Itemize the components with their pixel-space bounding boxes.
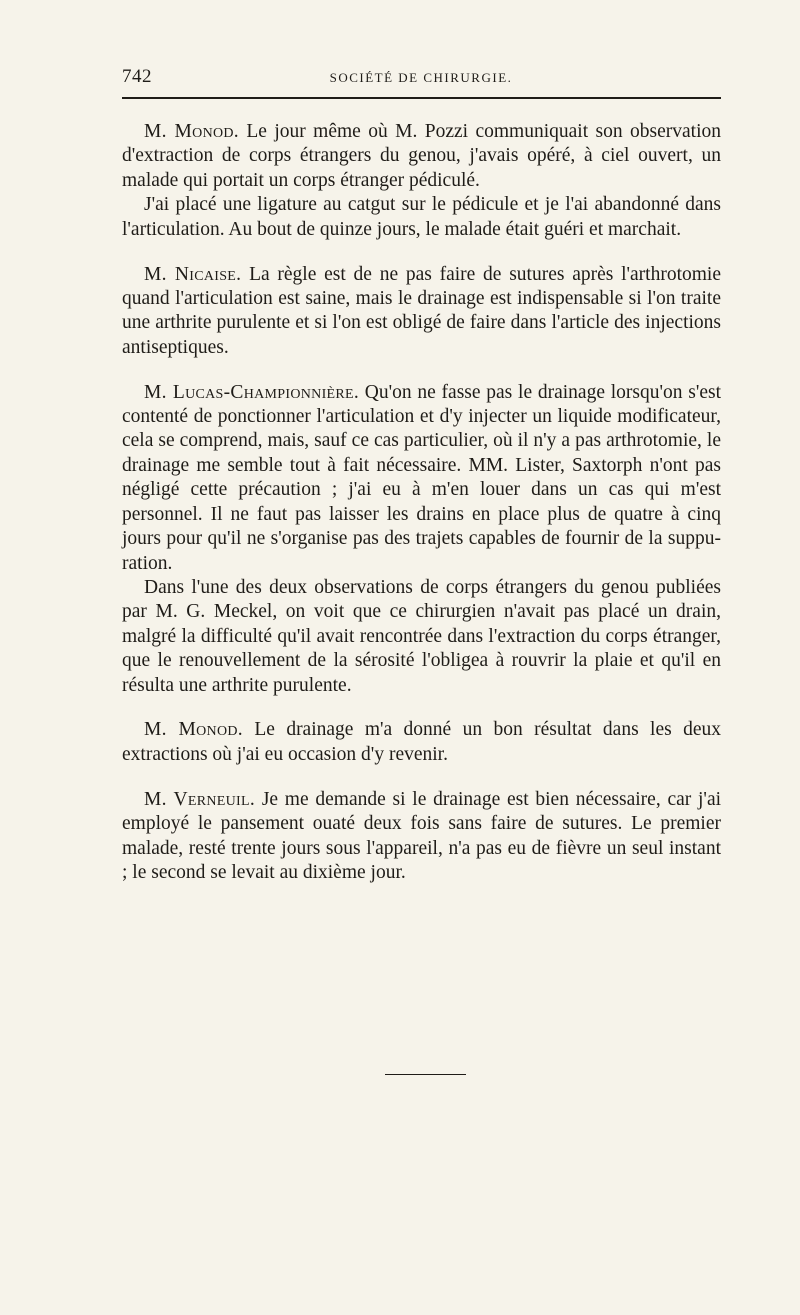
running-title: SOCIÉTÉ DE CHIRURGIE. (329, 70, 513, 85)
speaker-name: M. Verneuil. (144, 788, 256, 810)
paragraph-text: Dans l'une des deux observations de corps étrangers du genou publiées par M. G. Meckel, on voit que ce chirurgien n'avait pas placé un drain, malgré la difficulté qu'il avait rencontrée dans l'extraction du corps étranger, que le renouvellement de la sérosité l'obligea à rouvrir la plaie et qu'il en résulta une arthrite purulente. (122, 576, 721, 696)
paragraph (122, 120, 721, 193)
speaker-name: M. Nicaise. (144, 263, 242, 285)
paragraph (122, 576, 721, 698)
paragraph-text: Le drainage m'a donné un bon résultat dans les deux extractions où j'ai eu occasion d'y revenir. (122, 719, 722, 765)
paragraph-text: J'ai placé une ligature au catgut sur le pédicule et je l'ai abandonné dans l'articulation. Au bout de quinze jours, le malade était guéri et marchait. (122, 194, 721, 240)
paragraph (122, 788, 721, 886)
running-header (122, 66, 720, 90)
speaker-name: M. Monod. (144, 121, 239, 142)
page-body (122, 120, 721, 885)
end-rule (385, 1074, 466, 1075)
paragraph-text: Qu'on ne fasse pas le drainage lorsqu'on s'est contenté de ponctionner l'articulation et d'y injecter un liquide modificateur, cela se comprend, mais, sauf ce cas particulier, où il n'y a pas arthrotomie, le drainage me semble tout à fait nécessaire. MM. Lister, Saxtorph n'ont pas négligé cette précaution ; j'ai eu à m'en louer dans un cas qui m'est personnel. Il ne faut pas laisser les drains en place plus de quatre à cinq jours pour qu'il ne s'organise pas des trajets capables de fournir de la suppuration. (122, 381, 721, 574)
header-rule (122, 97, 721, 99)
page-number: 742 (122, 66, 152, 87)
paragraph (122, 381, 721, 576)
paragraph-text: Je me demande si le drainage est bien nécessaire, car j'ai employé le pansement ouaté deux fois sans faire de sutures. Le premier malade, resté trente jours sous l'appareil, n'a pas eu de fièvre un seul instant ; le second se levait au dixième jour. (122, 788, 722, 883)
paragraph (122, 263, 721, 361)
paragraph-text: La règle est de ne pas faire de sutures après l'arthrotomie quand l'articulation est saine, mais le drainage est indispensable si l'on traite une arthrite purulente et si l'on est obligé de faire dans l'article des injections antiseptiques. (122, 263, 721, 358)
paragraph (122, 718, 721, 767)
speaker-name: M. Lucas-Championnière. (144, 381, 360, 403)
speaker-name: M. Monod. (144, 719, 243, 741)
paragraph (122, 193, 721, 242)
paragraph-text: Le jour même où M. Pozzi communiquait son observation d'extraction de corps étrangers du genou, j'avais opéré, à ciel ouvert, un malade qui portait un corps étranger pédiculé. (122, 121, 722, 191)
